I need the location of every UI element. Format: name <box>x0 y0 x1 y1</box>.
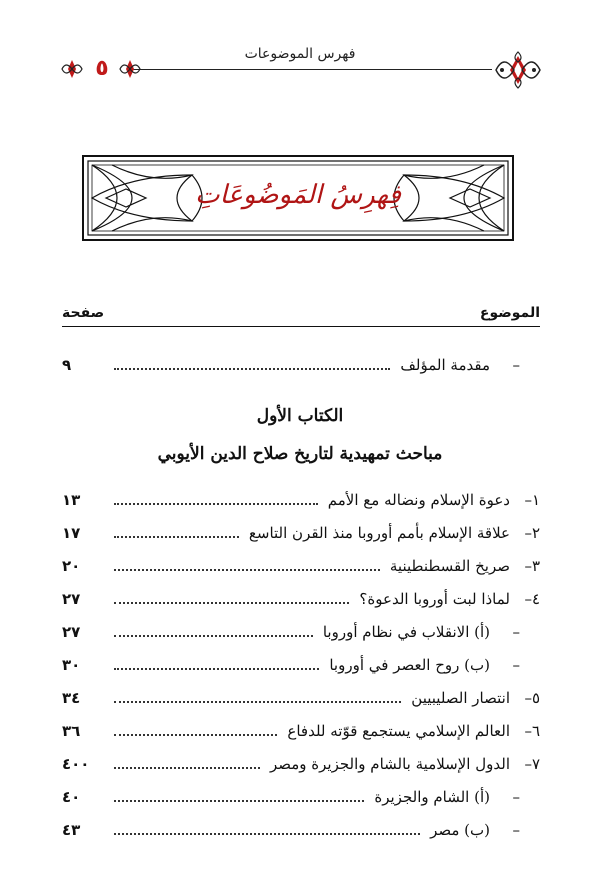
entry-number: ١– <box>524 491 540 509</box>
entry-page: ١٧ <box>62 524 81 542</box>
leader-dots <box>114 800 364 802</box>
leader-dots <box>114 602 349 604</box>
toc-subentry <box>62 784 540 810</box>
left-ornament-icon <box>60 58 84 80</box>
entry-page: ٢٧ <box>62 590 81 608</box>
toc-entry <box>62 685 540 711</box>
entry-page: ٣٠ <box>62 656 81 674</box>
toc-entry <box>62 553 540 579</box>
entry-text: انتصار الصليبيين <box>411 689 510 707</box>
entry-number: – <box>512 623 520 641</box>
entry-page: ٩ <box>62 356 72 374</box>
entry-text: العالم الإسلامي يستجمع قوّته للدفاع <box>287 722 510 740</box>
toc-entry <box>62 751 540 777</box>
entry-text: الدول الإسلامية بالشام والجزيرة ومصر <box>269 755 510 773</box>
toc-subentry <box>62 652 540 678</box>
leader-dots <box>114 833 420 835</box>
entry-number: ٣– <box>524 557 540 575</box>
toc-entry <box>62 487 540 513</box>
entry-number: – <box>512 356 520 374</box>
leader-dots <box>114 635 313 637</box>
entry-page: ٢٧ <box>62 623 81 641</box>
entry-number: – <box>512 821 520 839</box>
entry-page: ١٣ <box>62 491 81 509</box>
leader-dots <box>114 503 318 505</box>
heading-rule <box>62 326 540 327</box>
entry-number: ٢– <box>524 524 540 542</box>
leader-dots <box>114 734 277 736</box>
entry-text: (أ) الانقلاب في نظام أوروبا <box>322 623 490 641</box>
right-ornament-icon <box>118 58 142 80</box>
entry-page: ٤٠ <box>62 788 81 806</box>
toc-entry <box>62 520 540 546</box>
frame-title: فِهرِسُ المَوضُوعَاتِ <box>195 180 401 210</box>
entry-text: دعوة الإسلام ونضاله مع الأمم <box>327 491 510 509</box>
toc-entry <box>62 718 540 744</box>
page-number: ٥ <box>95 56 109 81</box>
entry-page: ٤٣ <box>62 821 81 839</box>
entry-number: – <box>512 656 520 674</box>
entry-page: ٢٠ <box>62 557 81 575</box>
entry-number: – <box>512 788 520 806</box>
page-column-heading: صفحة <box>62 305 105 321</box>
entry-text: مقدمة المؤلف <box>400 356 490 374</box>
entry-text: (أ) الشام والجزيرة <box>374 788 490 806</box>
entry-text: لماذا لبت أوروبا الدعوة؟ <box>359 590 510 608</box>
topic-column-heading: الموضوع <box>479 305 540 321</box>
entry-text: (ب) روح العصر في أوروبا <box>329 656 490 674</box>
leader-dots <box>114 767 260 769</box>
toc-entry <box>62 586 540 612</box>
entry-page: ٣٦ <box>62 722 81 740</box>
toc-subentry <box>62 619 540 645</box>
page-header <box>0 0 600 90</box>
header-rule <box>132 69 492 70</box>
entry-text: صريخ القسطنطينية <box>389 557 510 575</box>
entry-number: ٤– <box>524 590 540 608</box>
header-flourish-icon <box>492 50 544 90</box>
leader-dots <box>114 701 401 703</box>
entry-number: ٧– <box>524 755 540 773</box>
leader-dots <box>114 368 390 370</box>
toc-entry-intro <box>62 352 540 378</box>
running-title: فهرس الموضوعات <box>244 46 356 62</box>
entry-number: ٥– <box>524 689 540 707</box>
entry-page: ٣٤ <box>62 689 81 707</box>
entry-text: علاقة الإسلام بأمم أوروبا منذ القرن التاسع <box>248 524 510 542</box>
column-headings <box>62 305 540 327</box>
leader-dots <box>114 569 380 571</box>
book-title: الكتاب الأول <box>256 406 344 426</box>
leader-dots <box>114 668 319 670</box>
leader-dots <box>114 536 239 538</box>
entry-page: ٤٠٠ <box>62 755 90 773</box>
entry-text: (ب) مصر <box>430 821 490 839</box>
entry-number: ٦– <box>524 722 540 740</box>
toc-subentry <box>62 817 540 843</box>
book-subtitle: مباحث تمهيدية لتاريخ صلاح الدين الأيوبي <box>157 444 443 464</box>
